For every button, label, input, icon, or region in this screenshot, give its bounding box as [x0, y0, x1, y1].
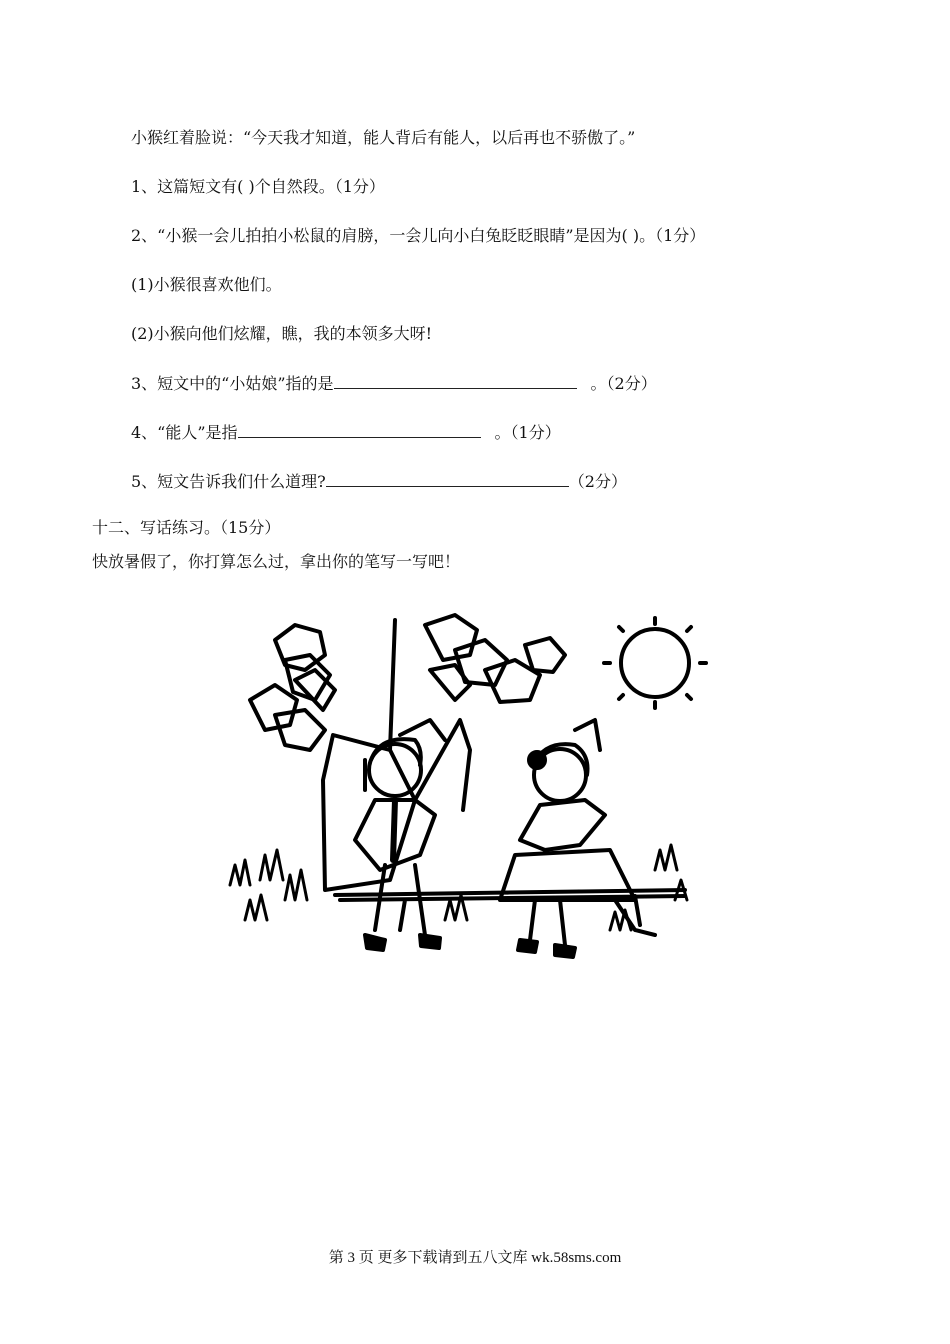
question-4-score: 。（1分）	[494, 423, 561, 442]
question-4	[131, 421, 561, 444]
question-3	[131, 372, 657, 395]
question-5	[131, 470, 627, 493]
question-5-score: （2分）	[568, 472, 627, 491]
boy-figure-icon	[355, 720, 445, 950]
section-heading: 十二、写话练习。（15分）	[92, 518, 281, 537]
question-2-option-2: (2)小猴向他们炫耀，瞧，我的本领多大呀!	[131, 324, 433, 343]
question-3-score: 。（2分）	[590, 374, 657, 393]
question-5-prompt: 5、短文告诉我们什么道理?	[131, 472, 326, 491]
question-1: 1、这篇短文有( )个自然段。（1分）	[131, 177, 385, 196]
question-3-answer-blank[interactable]	[334, 372, 577, 389]
question-2-option-1: (1)小猴很喜欢他们。	[131, 275, 282, 294]
page-footer: 第 3 页 更多下载请到五八文库 wk.58sms.com	[328, 1250, 622, 1266]
question-4-prompt: 4、“能人”是指	[131, 423, 238, 442]
girl-figure-icon	[500, 720, 655, 957]
grass-icon	[230, 845, 687, 930]
section-prompt: 快放暑假了，你打算怎么过，拿出你的笔写一写吧！	[92, 552, 461, 571]
question-5-answer-blank[interactable]	[326, 470, 569, 487]
sun-icon	[604, 618, 706, 708]
summer-kids-under-tree-illustration	[215, 600, 725, 990]
passage-closing-line: 小猴红着脸说：“今天我才知道，能人背后有能人，以后再也不骄傲了。”	[131, 128, 636, 147]
question-2: 2、“小猴一会儿拍拍小松鼠的肩膀，一会儿向小白兔眨眨眼睛”是因为( )。（1分）	[131, 226, 706, 245]
question-4-answer-blank[interactable]	[238, 421, 481, 438]
question-3-prompt: 3、短文中的“小姑娘”指的是	[131, 374, 334, 393]
